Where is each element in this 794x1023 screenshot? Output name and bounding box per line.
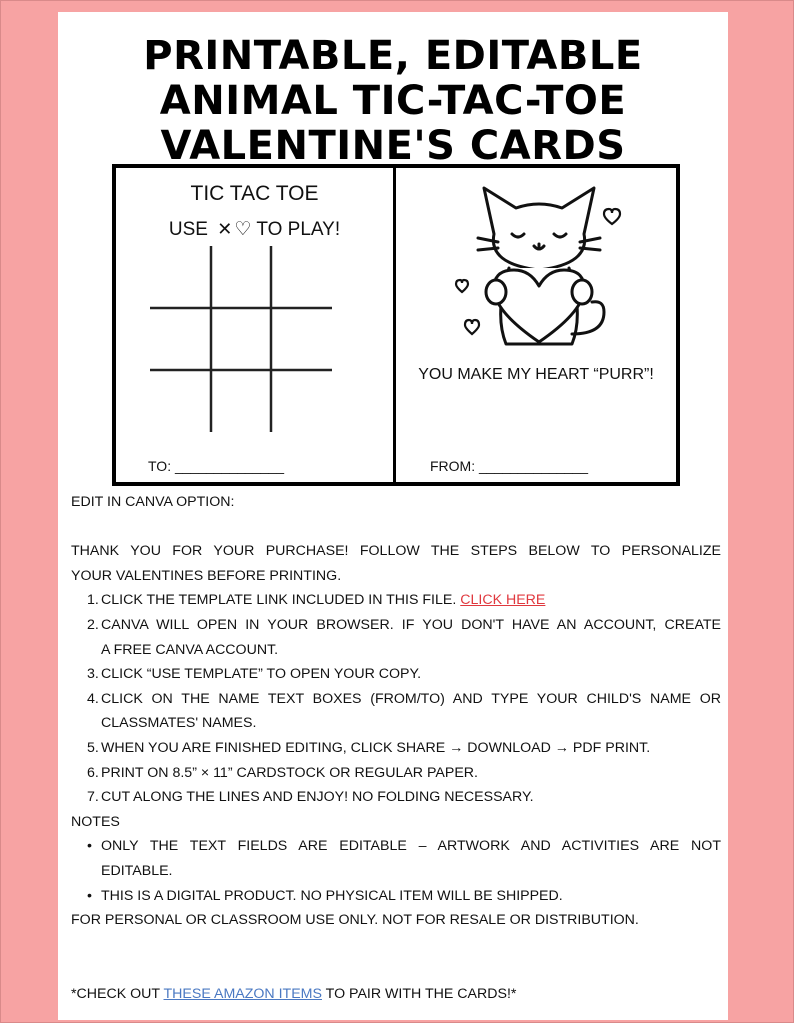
heart-icon: ♡ [234,219,252,240]
amazon-items-link[interactable]: THESE AMAZON ITEMS [163,985,322,1002]
step-text: PRINT ON 8.5” × 11” CARDSTOCK OR REGULAR PAPER. [101,764,478,781]
game-title: TIC TAC TOE [190,182,319,205]
from-line: FROM: ______________ [430,458,588,474]
step-1 [71,588,721,613]
step-2 [71,613,721,638]
cat-holding-heart-icon [454,174,624,354]
title-line-2: ANIMAL TIC-TAC-TOE [159,78,627,124]
play-instructions [116,218,393,241]
document-sheet [58,12,728,1020]
step-text: CANVA WILL OPEN IN YOUR BROWSER. IF YOU DON'T HAVE AN ACCOUNT, CREATE [101,616,721,633]
spacer [71,933,721,982]
step-text: CUT ALONG THE LINES AND ENJOY! NO FOLDING NECESSARY. [101,789,534,806]
step-number: 5. [87,739,99,756]
step-text: WHEN YOU ARE FINISHED EDITING, CLICK SHARE → DOWNLOAD → PDF PRINT. [101,739,651,756]
spacer [71,515,721,540]
tic-tac-toe-grid [144,246,334,436]
step-5 [71,736,721,761]
cat-message-panel [396,168,676,482]
bullet-icon: • [87,838,92,855]
title-line-1: PRINTABLE, EDITABLE [143,33,643,79]
step-number: 7. [87,789,99,806]
note-1-continued: EDITABLE. [101,862,173,879]
x-icon: ✕ [217,219,233,239]
step-6 [71,761,721,786]
intro-line-1: THANK YOU FOR YOUR PURCHASE! FOLLOW THE STEPS BELOW TO PERSONALIZE [71,543,721,560]
bullet-icon: • [87,887,92,904]
use-prefix: USE [168,219,208,240]
step-text: CLICK “USE TEMPLATE” TO OPEN YOUR COPY. [101,666,422,683]
note-text: THIS IS A DIGITAL PRODUCT. NO PHYSICAL ITEM WILL BE SHIPPED. [101,887,563,904]
step-text: CLICK THE TEMPLATE LINK INCLUDED IN THIS FILE. [101,592,461,609]
page-title [58,34,728,169]
tic-tac-toe-panel [116,168,396,482]
checkout-prefix: *CHECK OUT [71,985,164,1002]
checkout-line [71,982,721,1007]
valentine-card-preview [112,164,680,486]
usage-terms: FOR PERSONAL OR CLASSROOM USE ONLY. NOT FOR RESALE OR DISTRIBUTION. [71,912,639,929]
step-text: CLICK ON THE NAME TEXT BOXES (FROM/TO) AND TYPE YOUR CHILD'S NAME OR [101,690,721,707]
click-here-link[interactable]: CLICK HERE [460,592,546,609]
step-4-continued: CLASSMATES' NAMES. [101,715,257,732]
step-number: 6. [87,764,99,781]
step-7 [71,785,721,810]
step-4 [71,687,721,712]
use-suffix: TO PLAY! [256,219,341,240]
notes-heading: NOTES [71,813,120,830]
to-line: TO: ______________ [148,458,284,474]
step-number: 3. [87,666,99,683]
step-number: 1. [87,592,99,609]
card-message: YOU MAKE MY HEART “PURR”! [418,366,654,383]
note-1 [71,834,721,859]
title-line-3: VALENTINE'S CARDS [160,123,626,169]
note-2 [71,884,721,909]
intro-line-2: YOUR VALENTINES BEFORE PRINTING. [71,567,342,584]
checkout-suffix: TO PAIR WITH THE CARDS!* [321,985,517,1002]
note-text: ONLY THE TEXT FIELDS ARE EDITABLE – ARTWORK AND ACTIVITIES ARE NOT [101,838,721,855]
instructions-section [71,490,721,1006]
step-number: 2. [87,616,99,633]
instructions-heading: EDIT IN CANVA OPTION: [71,494,235,510]
step-2-continued: A FREE CANVA ACCOUNT. [101,641,279,658]
step-3 [71,662,721,687]
step-number: 4. [87,690,99,707]
